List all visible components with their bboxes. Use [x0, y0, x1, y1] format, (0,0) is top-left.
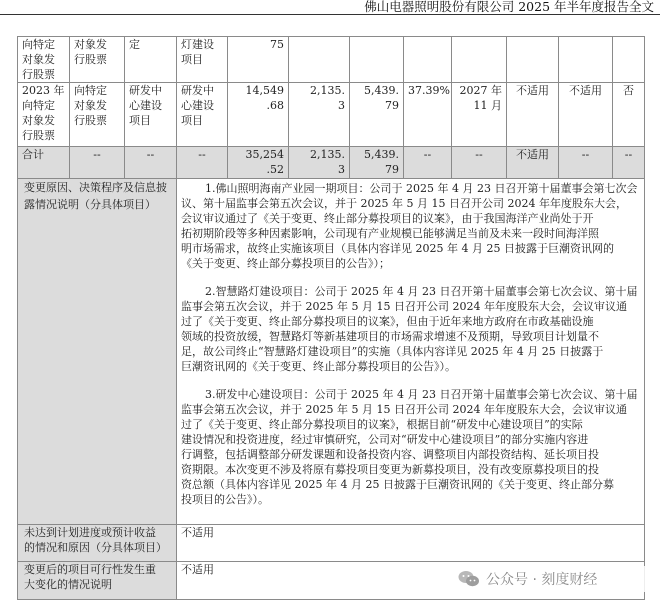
table-row: [18, 83, 645, 147]
spacer: [181, 271, 638, 284]
table-row: [18, 37, 645, 83]
cell-project-original: [177, 37, 228, 83]
feasibility-label: [18, 562, 177, 600]
total-cell: --: [404, 147, 452, 179]
cell-line: .68: [266, 99, 284, 112]
text-line: 过了《关于变更、终止部分募投项目的议案》，根据目前“研发中心建设项目”的实际: [181, 418, 583, 431]
cell-feasibility-change: 否: [613, 83, 645, 147]
change-explanation-content: [177, 179, 645, 525]
not-reached-row: [18, 525, 645, 562]
text-line: 资期限。本次变更不涉及将原有募投项目变更为新募投项目，没有改变原募投项目的投: [181, 463, 599, 476]
text-line: 3.研发中心建设项目：公司于 2025 年 4 月 23 日召开第十届董事会第七次会议、第十届: [205, 388, 638, 401]
total-planned-amount: [228, 147, 289, 179]
text-line: 明市场需求，故终止实施该项目（具体内容详见 2025 年 4 月 25 日披露于巨潮资讯网的: [181, 242, 614, 255]
text-line: 行调整，包括调整部分研发课题和设备投资内容、调整项目内部投资结构、延长项目投: [181, 448, 599, 461]
page-header: [0, 0, 660, 15]
cell-line: 79: [385, 99, 399, 112]
cell-line: 项目: [181, 53, 203, 66]
cell-fund-type: [70, 83, 125, 147]
cell-empty: [613, 37, 645, 83]
total-current-invest: [289, 147, 350, 179]
wechat-icon: [458, 570, 480, 588]
cell-line: 2023 年: [22, 84, 65, 97]
cell-line: 灯建设: [181, 38, 214, 51]
cell-ready-date: [452, 83, 507, 147]
not-reached-value: 不适用: [177, 525, 645, 562]
total-cell: --: [70, 147, 125, 179]
text-line: 领域的投资放缓，智慧路灯等新基建项目的市场需求增速不及预期，导致项目计划量不: [181, 330, 599, 343]
cell-line: 行股票: [74, 53, 107, 66]
change-item-1: [181, 181, 638, 271]
total-cell: --: [559, 147, 613, 179]
cell-fund-source: [18, 37, 70, 83]
text-line: 足，故公司终止“智慧路灯建设项目”的实施（具体内容详见 2025 年 4 月 25 日披露于: [181, 345, 604, 358]
cell-fund-type: [70, 37, 125, 83]
text-line: 资总额（具体内容详见 2025 年 4 月 25 日披露于巨潮资讯网的《关于变更、终止部分募: [181, 478, 614, 491]
cell-line: 对象发: [74, 38, 107, 51]
change-explanation-row: [18, 179, 645, 525]
total-cell: --: [177, 147, 228, 179]
text-line: 变更后的项目可行性发生重: [24, 563, 156, 576]
total-cell: --: [613, 147, 645, 179]
cell-empty: [350, 37, 404, 83]
text-line: 巨潮资讯网的《关于变更、终止部分募投项目的公告》）。: [181, 360, 456, 373]
text-line: 未达到计划进度或预计收益: [24, 526, 156, 539]
cell-planned-amount: [228, 37, 289, 83]
cell-line: 75: [270, 38, 284, 51]
cell-empty: [452, 37, 507, 83]
text-line: 监事会第五次会议，并于 2025 年 5 月 15 日召开公司 2024 年年度股东大会，会议审议通: [181, 300, 627, 313]
cell-line: 心建设: [129, 99, 162, 112]
cell-line: 心建设: [181, 99, 214, 112]
total-cell: --: [452, 147, 507, 179]
text-line: 1.佛山照明海南产业园一期项目：公司于 2025 年 4 月 23 日召开第十届董事会第七次会: [205, 182, 638, 195]
cell-empty: [559, 37, 613, 83]
cell-line: 79: [385, 163, 399, 176]
report-title: 佛山电器照明股份有限公司 2025 年半年度报告全文: [364, 0, 654, 14]
cell-expected-benefit: 不适用: [559, 83, 613, 147]
cell-line: 项目: [129, 114, 151, 127]
feasibility-value: 不适用: [177, 562, 645, 600]
total-cell: 不适用: [507, 147, 559, 179]
fund-usage-table: [17, 36, 645, 600]
cell-line: 对象发: [22, 114, 55, 127]
cell-progress: 37.39%: [404, 83, 452, 147]
cell-line: 向特定: [22, 38, 55, 51]
cell-line: 5,439.: [364, 84, 399, 97]
cell-line: 35,254: [245, 148, 284, 161]
cell-line: 对象发: [22, 53, 55, 66]
text-line: 的情况和原因（分具体项目）: [24, 541, 167, 554]
text-line: 《关于变更、终止部分募投项目的公告》）；: [181, 257, 390, 270]
total-label: 合计: [18, 147, 70, 179]
text-line: 2.智慧路灯建设项目：公司于 2025 年 4 月 23 日召开第十届董事会第七次会议、第十届: [205, 285, 638, 298]
text-line: 会议审议通过了《关于变更、终止部分募投项目的议案》，由于我国海洋产业尚处于开: [181, 212, 594, 225]
cell-line: 行股票: [22, 129, 55, 142]
text-line: 大变化的情况说明: [24, 578, 112, 591]
not-reached-label: [18, 525, 177, 562]
cell-cumulative-invest: [350, 83, 404, 147]
total-cumulative-invest: [350, 147, 404, 179]
cell-project-original: [177, 83, 228, 147]
cell-empty: [289, 37, 350, 83]
cell-line: 项目: [181, 114, 203, 127]
cell-line: 向特定: [74, 84, 107, 97]
text-line: 投项目的公告》）。: [181, 493, 269, 506]
cell-line: 2,135.: [310, 84, 345, 97]
cell-project-after: [125, 37, 177, 83]
text-line: 监事会第五次会议，并于 2025 年 5 月 15 日召开公司 2024 年年度股东大会，会议审议通: [181, 403, 627, 416]
cell-line: .52: [266, 163, 284, 176]
text-line: 建设情况和投资进度，经过审慎研究，公司对“研发中心建设项目”的部分实施内容进: [181, 433, 589, 446]
spacer: [181, 374, 638, 387]
change-item-2: [181, 284, 638, 374]
cell-line: 向特定: [22, 99, 55, 112]
cell-empty: [507, 37, 559, 83]
cell-line: 定: [129, 38, 140, 51]
text-line: 议、第十届监事会第五次会议，并于 2025 年 5 月 15 日召开公司 2024 年年度股东大会，: [181, 197, 627, 210]
cell-line: 11 月: [473, 99, 502, 112]
change-explanation-label: 变更原因、决策程序及信息披露情况说明（分具体项目）: [18, 179, 177, 525]
change-item-3: [181, 387, 638, 507]
total-cell: --: [125, 147, 177, 179]
watermark: [458, 566, 654, 592]
cell-line: 对象发: [74, 99, 107, 112]
total-row: [18, 147, 645, 179]
watermark-text: 公众号 · 刻度财经: [486, 572, 598, 588]
cell-benefit: 不适用: [507, 83, 559, 147]
cell-line: 2027 年: [459, 84, 502, 97]
cell-fund-source: [18, 83, 70, 147]
cell-line: 14,549: [245, 84, 284, 97]
cell-line: 研发中: [129, 84, 162, 97]
cell-line: 3: [338, 163, 345, 176]
cell-planned-amount: [228, 83, 289, 147]
cell-project-after: [125, 83, 177, 147]
cell-empty: [404, 37, 452, 83]
cell-line: 行股票: [22, 68, 55, 81]
cell-line: 2,135.: [310, 148, 345, 161]
text-line: 拓初期阶段等多种因素影响，公司现有产业规模已能够满足当前及未来一段时间海洋照: [181, 227, 599, 240]
cell-current-invest: [289, 83, 350, 147]
cell-line: 行股票: [74, 114, 107, 127]
cell-line: 研发中: [181, 84, 214, 97]
text-line: 过了《关于变更、终止部分募投项目的议案》，但由于近年来地方政府在市政基础设施: [181, 315, 594, 328]
cell-line: 5,439.: [364, 148, 399, 161]
cell-line: 3: [338, 99, 345, 112]
